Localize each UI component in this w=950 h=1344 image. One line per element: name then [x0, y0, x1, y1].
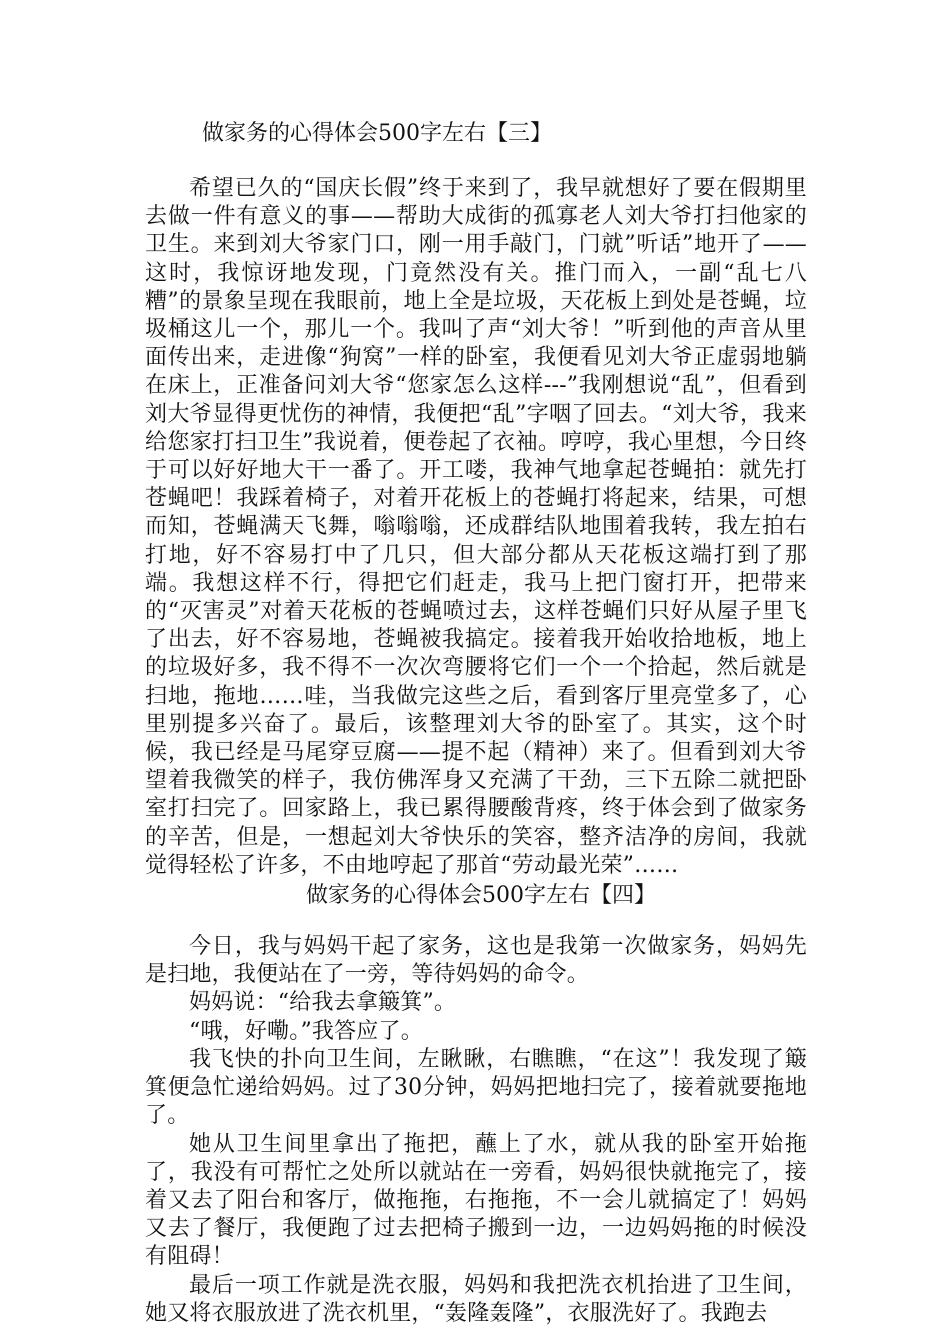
document-page — [145, 118, 807, 1328]
section-4-paragraph-5: 她从卫生间里拿出了拖把，蘸上了水，就从我的卧室开始拖了，我没有可帮忙之处所以就站在一旁看，妈妈很快就拖完了，接着又去了阳台和客厅，做拖拖，右拖拖，不一会儿就搞定了！妈妈又去了餐厅，我便跑了过去把椅子搬到一边，一边妈妈拖的时候没有阻碍！ — [145, 1131, 807, 1270]
section-4-paragraph-4: 我飞快的扑向卫生间，左瞅瞅，右瞧瞧，“在这”！我发现了簸箕便急忙递给妈妈。过了30分钟，妈妈把地扫完了，接着就要拖地了。 — [145, 1046, 807, 1129]
section-3-title: 做家务的心得体会500字左右【三】 — [202, 121, 552, 146]
section-4-title: 做家务的心得体会500字左右【四】 — [306, 883, 656, 909]
section-4-paragraph-3: “哦，好嘞。”我答应了。 — [189, 1018, 423, 1044]
section-4-paragraph-2: 妈妈说：“给我去拿簸箕”。 — [189, 990, 457, 1016]
section-4-paragraph-1: 今日，我与妈妈干起了家务，这也是我第一次做家务，妈妈先是扫地，我便站在了一旁，等待妈妈的命令。 — [145, 934, 807, 988]
section-4-paragraph-6: 最后一项工作就是洗衣服，妈妈和我把洗衣机抬进了卫生间，她又将衣服放进了洗衣机里，“轰隆轰隆”，衣服洗好了。我跑去 — [145, 1272, 807, 1326]
section-3-paragraph: 希望已久的“国庆长假”终于来到了，我早就想好了要在假期里去做一件有意义的事——帮助大成街的孤寡老人刘大爷打扫他家的卫生。来到刘大爷家门口，刚一用手敲门，门就”听话”地开了——这时，我惊讶地发现，门竟然没有关。推门而入，一副“乱七八糟”的景象呈现在我眼前，地上全是垃圾，天花板上到处是苍蝇，垃圾桶这儿一个，那儿一个。我叫了声“刘大爷！”听到他的声音从里面传出来，走进像“狗窝”一样的卧室，我便看见刘大爷正虚弱地躺在床上，正准备问刘大爷“您家怎么这样---”我刚想说“乱”，但看到刘大爷显得更忧伤的神情，我便把“乱”字咽了回去。“刘大爷，我来给您家打扫卫生”我说着，便卷起了衣袖。哼哼，我心里想，今日终于可以好好地大干一番了。开工喽，我神气地拿起苍蝇拍：就先打苍蝇吧！我踩着椅子，对着开花板上的苍蝇打将起来，结果，可想而知，苍蝇满天飞舞，嗡嗡嗡，还成群结队地围着我转，我左拍右打地，好不容易打中了几只，但大部分都从天花板这端打到了那端。我想这样不行，得把它们赶走，我马上把门窗打开，把带来的“灭害灵”对着天花板的苍蝇喷过去，这样苍蝇们只好从屋子里飞了出去，好不容易地，苍蝇被我搞定。接着我开始收拾地板，地上的垃圾好多，我不得不一次次弯腰将它们一个一个拾起，然后就是扫地，拖地……哇，当我做完这些之后，看到客厅里亮堂多了，心里别提多兴奋了。最后，该整理刘大爷的卧室了。其实，这个时候，我已经是马尾穿豆腐——提不起（精神）来了。但看到刘大爷望着我微笑的样子，我仿佛浑身又充满了干劲，三下五除二就把卧室打扫完了。回家路上，我已累得腰酸背疼，终于体会到了做家务的辛苦，但是，一想起刘大爷快乐的笑容，整齐洁净的房间，我就觉得轻松了许多，不由地哼起了那首“劳动最光荣”…… — [145, 176, 807, 878]
